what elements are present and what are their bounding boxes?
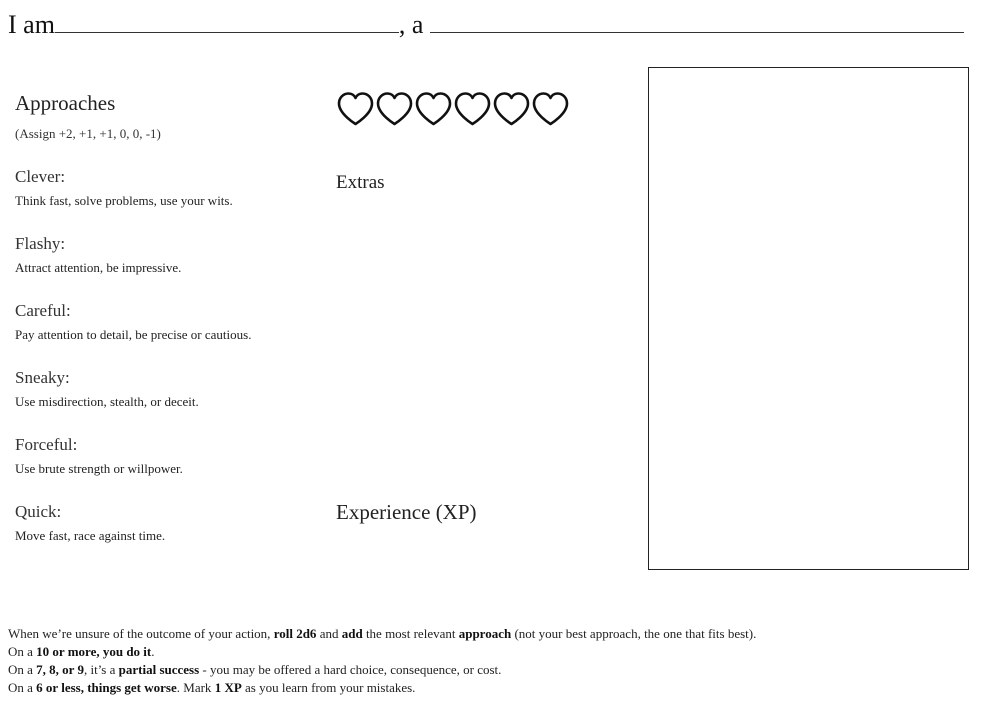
approach-quick [15, 501, 315, 545]
heart-outline-icon[interactable] [453, 90, 492, 128]
approach-desc: Attract attention, be impressive. [15, 260, 182, 275]
heart-outline-icon[interactable] [336, 90, 375, 128]
rules-bold-roll: roll 2d6 [273, 626, 317, 641]
approach-desc: Pay attention to detail, be precise or cautious. [15, 327, 252, 342]
approach-name: Forceful: [15, 435, 78, 454]
experience-title: Experience (XP) [336, 500, 477, 524]
approach-desc: Use brute strength or willpower. [15, 461, 183, 476]
rules-bold-worse: 6 or less, things get worse [36, 680, 177, 695]
heart-outline-icon[interactable] [492, 90, 531, 128]
rules-line-4 [8, 679, 968, 697]
identity-prefix: I am [8, 10, 55, 39]
portrait-box[interactable] [648, 67, 969, 570]
heart-outline-icon[interactable] [375, 90, 414, 128]
identity-separator: , a [398, 10, 424, 39]
rules-bold-success: 10 or more, you do it [36, 644, 152, 659]
identity-line [8, 6, 964, 41]
approach-name: Quick: [15, 502, 62, 521]
rules-text-segment: . [151, 644, 155, 659]
description-blank[interactable] [430, 6, 964, 33]
rules-bold-range: 7, 8, or 9 [36, 662, 84, 677]
health-hearts [336, 90, 570, 128]
rules-line-2 [8, 643, 968, 661]
rules-text-segment: - you may be offered a hard choice, consequence, or cost. [199, 662, 502, 677]
rules-text-segment: On a [8, 662, 37, 677]
approach-name: Flashy: [15, 234, 66, 253]
rules-text-segment: the most relevant [362, 626, 459, 641]
rules-text-segment: as you learn from your mistakes. [241, 680, 416, 695]
approach-desc: Move fast, race against time. [15, 528, 166, 543]
approach-desc: Think fast, solve problems, use your wits. [15, 193, 233, 208]
rules-bold-approach: approach [458, 626, 512, 641]
rules-bold-xp: 1 XP [214, 680, 242, 695]
extras-title: Extras [336, 172, 385, 193]
rules-text-segment: When we’re unsure of the outcome of your action, [8, 626, 274, 641]
approaches-hint: (Assign +2, +1, +1, 0, 0, -1) [15, 126, 161, 141]
approach-forceful [15, 434, 315, 478]
heart-outline-icon[interactable] [531, 90, 570, 128]
approach-name: Careful: [15, 301, 71, 320]
name-blank[interactable] [55, 6, 399, 33]
approach-sneaky [15, 367, 315, 411]
rules-text-segment: (not your best approach, the one that fits best). [511, 626, 757, 641]
rules-text-segment: , it’s a [83, 662, 119, 677]
heart-outline-icon[interactable] [414, 90, 453, 128]
approach-name: Clever: [15, 167, 66, 186]
rules-text-segment: On a [8, 680, 37, 695]
rules-line-1 [8, 625, 968, 643]
rules-bold-add: add [341, 626, 363, 641]
approaches-title: Approaches [15, 91, 116, 115]
rules-text-segment: and [316, 626, 342, 641]
approach-clever [15, 166, 315, 210]
rules-text-segment: On a [8, 644, 37, 659]
rules-line-3 [8, 661, 968, 679]
rules-text-segment: . Mark [176, 680, 215, 695]
rules-bold-partial: partial success [118, 662, 200, 677]
approach-careful [15, 300, 315, 344]
approach-desc: Use misdirection, stealth, or deceit. [15, 394, 199, 409]
rules-text [8, 625, 968, 697]
approach-flashy [15, 233, 315, 277]
approach-name: Sneaky: [15, 368, 70, 387]
